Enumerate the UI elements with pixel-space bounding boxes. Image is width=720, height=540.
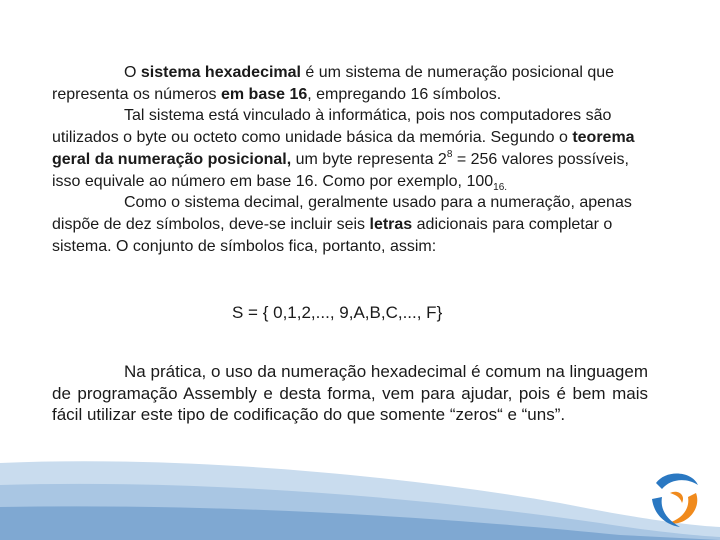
bold-text: teorema geral da numeração posicional, <box>52 129 635 168</box>
bold-text: em base 16 <box>220 85 308 103</box>
text: O <box>124 64 141 81</box>
text: um byte representa 2 <box>291 150 447 168</box>
text: é um sistema de numeração posicional que representa os números <box>52 64 615 103</box>
text: Na prática, o uso da numeração hexadecimal é comum na linguagem de programação Assembly e desta forma, vem para ajudar, pois é bem mais fácil utilizar este tipo de codificação do que somente “zeros“ e “uns”. <box>52 362 648 424</box>
bold-text: letras <box>369 215 413 233</box>
text: = 256 valores possíveis, isso equivale ao número em base 16. Como por exemplo, 100 <box>52 150 629 190</box>
text: Como o sistema decimal, geralmente usado para a numeração, apenas dispõe de dez símbolos, deve-se incluir seis <box>52 194 632 233</box>
paragraph-1 <box>52 62 648 105</box>
paragraph-2 <box>52 105 648 192</box>
swirl-logo-icon <box>652 473 698 527</box>
text: adicionais para completar o sistema. O conjunto de símbolos fica, portanto, assim: <box>52 215 613 255</box>
bold-text: sistema hexadecimal <box>140 64 301 81</box>
text: Tal sistema está vinculado à informática, pois nos computadores são utilizados o byte ou octeto como unidade básica da memória. Segundo o <box>52 107 612 147</box>
subscript: 16. <box>493 181 508 193</box>
superscript: 8 <box>446 148 453 160</box>
text: , empregando 16 símbolos. <box>307 85 502 103</box>
footer-wave-decoration <box>0 445 720 540</box>
paragraph-3 <box>52 192 648 257</box>
symbol-set-line: S = { 0,1,2,..., 9,A,B,C,..., F} <box>232 303 443 322</box>
slide-body <box>52 62 648 257</box>
paragraph-4 <box>52 361 648 426</box>
